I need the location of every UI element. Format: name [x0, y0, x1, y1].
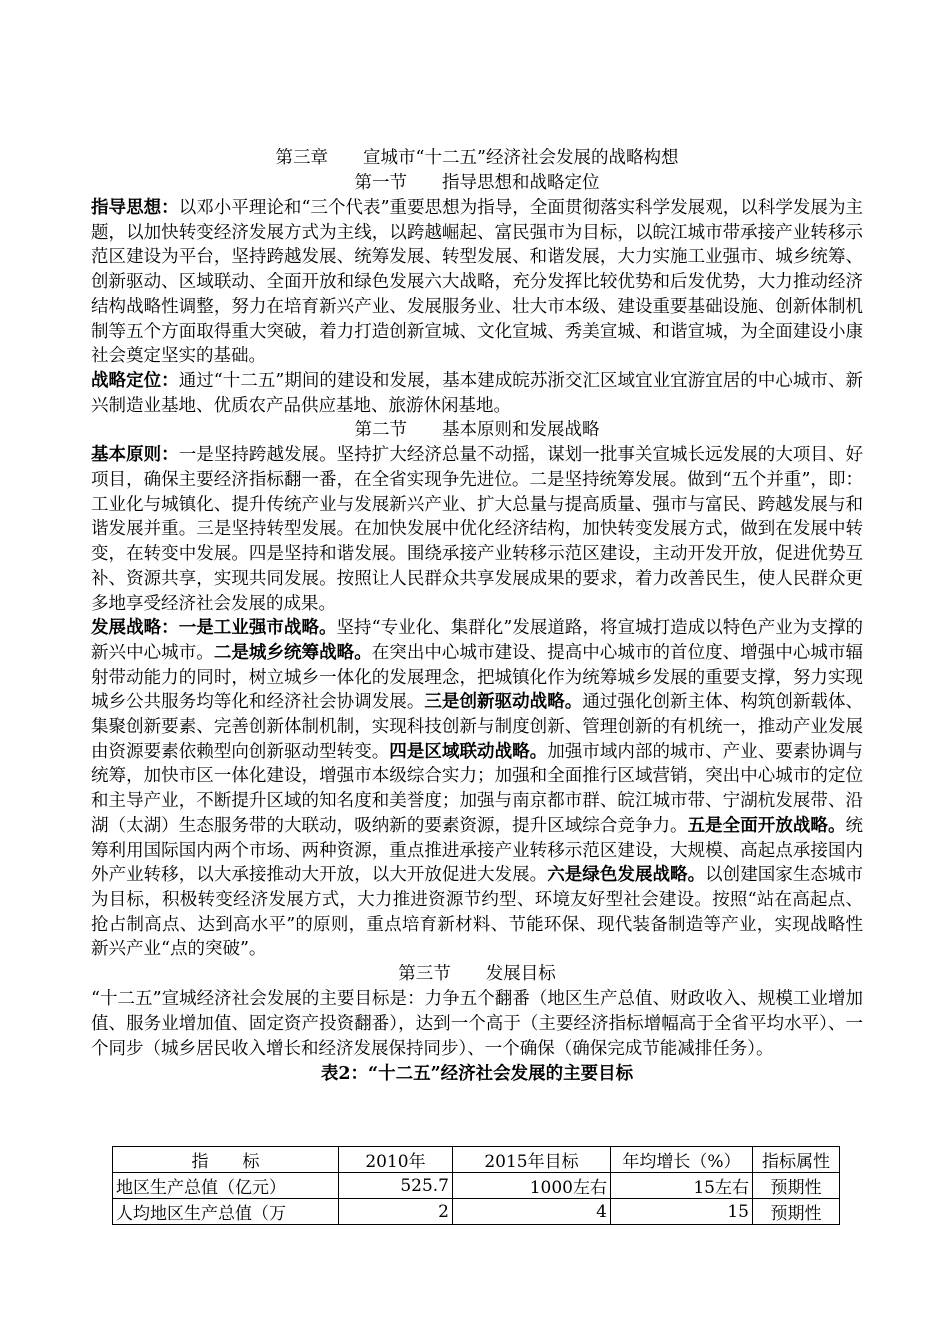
header-annual-growth: 年均增长（%） — [611, 1147, 753, 1173]
strategy-3-text: 通过强化创新主体、构筑创新载体、集聚创新要素、完善创新体制机制，实现科技创新与制度创新、管理创新的有机统一，推动产业发展由资源要素依赖型向创新驱动型转变。 — [91, 692, 864, 762]
strategic-positioning-paragraph — [91, 369, 863, 418]
basic-principles-label: 基本原则： — [91, 445, 179, 466]
section-title-1: 第一节 指导思想和战略定位 — [354, 173, 600, 193]
development-strategy-paragraph — [91, 616, 863, 962]
row-attribute: 预期性 — [753, 1173, 840, 1199]
guiding-thought-paragraph — [91, 196, 863, 369]
strategic-positioning-text: 通过“十二五”期间的建设和发展，基本建成皖苏浙交汇区域宜业宜游宜居的中心城市、新兴制造业基地、优质农产品供应基地、旅游休闲基地。 — [91, 370, 864, 416]
strategy-1-text: 坚持“专业化、集群化”发展道路，将宣城打造成以特色产业为支撑的新兴中心城市。 — [91, 618, 863, 663]
strategy-3-heading: 三是创新驱动战略。 — [424, 692, 583, 713]
strategic-positioning-label: 战略定位： — [91, 370, 179, 391]
table-row — [113, 1199, 840, 1225]
chapter-title: 第三章 宣城市“十二五”经济社会发展的战略构想 — [275, 148, 679, 168]
row-2015-target: 4 — [453, 1199, 611, 1225]
strategy-4-heading: 四是区域联动战略。 — [389, 741, 548, 762]
table-header-row — [113, 1147, 840, 1173]
header-indicator: 指 标 — [113, 1147, 339, 1173]
strategy-5-heading: 五是全面开放战略。 — [687, 815, 846, 836]
section-title-3: 第三节 发展目标 — [398, 964, 556, 985]
header-attribute: 指标属性 — [753, 1147, 840, 1173]
strategy-5-text: 统筹利用国际国内两个市场、两种资源，重点推进承接产业转移示范区建设，大规模、高起点承接国内外产业转移，以大承接推动大开放，以大开放促进大发展。 — [91, 815, 864, 886]
strategy-4-text: 加强市域内部的城市、产业、要素协调与统筹，加快市区一体化建设，增强市本级综合实力；加强和全面推行区域营销，突出中心城市的定位和主导产业，不断提升区域的知名度和美誉度；加强与南京都市群、皖江城市带、宁湖杭发展带、沿湖（太湖）生态服务带的大联动，吸纳新的要素资源，提升区域综合竞争力。 — [91, 741, 864, 836]
strategy-1-heading: 一是工业强市战略。 — [178, 618, 337, 639]
strategy-2-text: 在突出中心城市建设、提高中心城市的首位度、增强中心城市辐射带动能力的同时，树立城乡一体化的发展理念，把城镇化作为统筹城乡发展的重要支撑，努力实现城乡公共服务均等化和经济社会协调发展。 — [91, 642, 864, 713]
strategy-6-heading: 六是绿色发展战略。 — [547, 865, 706, 886]
strategy-6-text: 以创建国家生态城市为目标，积极转变经济发展方式，大力推进资源节约型、环境友好型社会建设。按照“站在高起点、抢占制高点、达到高水平”的原则，重点培育新材料、节能环保、现代装备制造等产业，实现战略性新兴产业“点的突破”。 — [91, 865, 864, 960]
development-strategy-label: 发展战略： — [91, 618, 179, 639]
header-2010: 2010年 — [339, 1147, 453, 1173]
row-indicator: 地区生产总值（亿元） — [113, 1173, 339, 1199]
goals-paragraph: “十二五”宣城经济社会发展的主要目标是：力争五个翻番（地区生产总值、财政收入、规模工业增加值、服务业增加值、固定资产投资翻番），达到一个高于（主要经济指标增幅高于全省平均水平）、一个同步（城乡居民收入增长和经济发展保持同步）、一个确保（确保完成节能减排任务）。 — [91, 989, 863, 1059]
row-attribute: 预期性 — [753, 1199, 840, 1225]
strategy-2-heading: 二是城乡统筹战略。 — [213, 642, 372, 663]
section-title-2: 第二节 基本原则和发展战略 — [354, 420, 600, 441]
goals-table — [112, 1146, 840, 1225]
basic-principles-paragraph — [91, 443, 863, 616]
table-caption: 表2：“十二五”经济社会发展的主要目标 — [320, 1064, 634, 1085]
header-2015-target: 2015年目标 — [453, 1147, 611, 1173]
row-annual-growth: 15左右 — [611, 1173, 753, 1199]
row-2010-value: 525.7 — [339, 1173, 453, 1199]
row-2010-value: 2 — [339, 1199, 453, 1225]
table-row — [113, 1173, 840, 1199]
row-annual-growth: 15 — [611, 1199, 753, 1225]
guiding-thought-label: 指导思想： — [91, 198, 179, 218]
document-page — [91, 146, 863, 1086]
guiding-thought-text: 以邓小平理论和“三个代表”重要思想为指导，全面贯彻落实科学发展观，以科学发展为主题，以加快转变经济发展方式为主线，以跨越崛起、富民强市为目标，以皖江城市带承接产业转移示范区建设为平台，坚持跨越发展、统筹发展、转型发展、和谐发展，大力实施工业强市、城乡统筹、创新驱动、区域联动、全面开放和绿色发展六大战略，充分发挥比较优势和后发优势，大力推动经济结构战略性调整，努力在培育新兴产业、发展服务业、壮大市本级、建设重要基础设施、创新体制机制等五个方面取得重大突破，着力打造创新宣城、文化宣城、秀美宣城、和谐宣城，为全面建设小康社会奠定坚实的基础。 — [91, 198, 864, 367]
basic-principles-text: 一是坚持跨越发展。坚持扩大经济总量不动摇，谋划一批事关宣城长远发展的大项目、好项目，确保主要经济指标翻一番，在全省实现争先进位。二是坚持统筹发展。做到“五个并重”，即：工业化与城镇化、提升传统产业与发展新兴产业、扩大总量与提高质量、强市与富民、跨越发展与和谐发展并重。三是坚持转型发展。在加快发展中优化经济结构，加快转变发展方式，做到在发展中转变，在转变中发展。四是坚持和谐发展。围绕承接产业转移示范区建设，主动开发开放，促进优势互补、资源共享，实现共同发展。按照让人民群众共享发展成果的要求，着力改善民生，使人民群众更多地享受经济社会发展的成果。 — [91, 445, 863, 614]
row-indicator: 人均地区生产总值（万 — [113, 1199, 339, 1225]
row-2015-target: 1000左右 — [453, 1173, 611, 1199]
